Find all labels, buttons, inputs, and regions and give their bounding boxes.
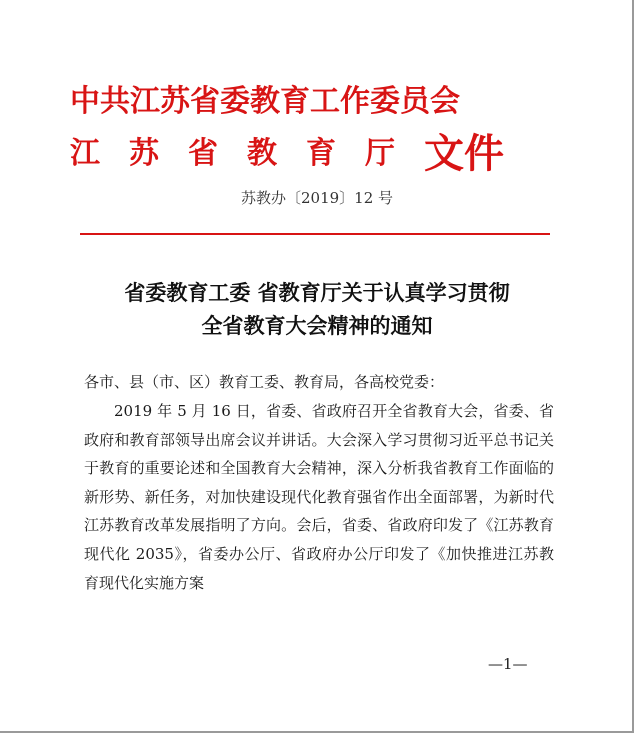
salutation: 各市、县（市、区）教育工委、教育局，各高校党委： [84, 373, 445, 391]
document-word: 文件 [424, 131, 504, 177]
body-paragraph: 2019 年 5 月 16 日，省委、省政府召开全省教育大会，省委、省政府和教育部领导出席会议并讲话。大会深入学习贯彻习近平总书记关于教育的重要论述和全国教育大会精神，深入分析我省教育工作面临的新形势、新任务，对加快建设现代化教育强省作出全面部署，为新时代江苏教育改革发展指明了方向。会后，省委、省政府印发了《江苏教育现代化 2035》，省委办公厅、省政府办公厅印发了《加快推进江苏教育现代化实施方案 [84, 402, 554, 592]
document-number: 苏教办〔2019〕12 号 [240, 189, 394, 207]
issuing-org-name: 江苏省教育厅 [70, 136, 424, 171]
notice-title-line1: 省委教育工委 省教育厅关于认真学习贯彻 [124, 281, 510, 305]
red-separator-line [80, 233, 550, 235]
issuing-org-line1: 中共江苏省委教育工作委员会 [70, 84, 460, 119]
issuing-org-line2 [70, 118, 504, 175]
page-number: —1— [488, 655, 528, 673]
notice-title-line2: 全省教育大会精神的通知 [201, 314, 433, 338]
